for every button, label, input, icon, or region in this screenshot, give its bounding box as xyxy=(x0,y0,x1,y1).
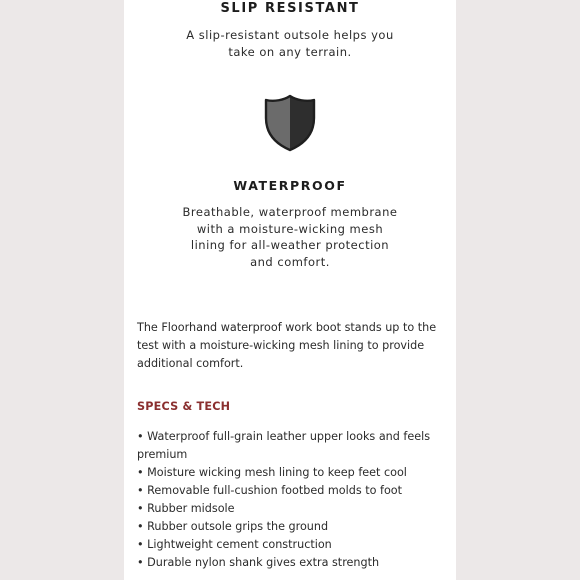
spec-item: • Lightweight cement construction xyxy=(137,536,449,554)
product-description: The Floorhand waterproof work boot stands up to the test with a moisture-wicking mesh lining to provide additional comfort. xyxy=(137,321,437,370)
spec-item: • Removable full-cushion footbed molds to foot xyxy=(137,482,449,500)
spec-list xyxy=(137,428,449,572)
slip-resistant-title: SLIP RESISTANT xyxy=(220,1,360,16)
spec-item: • Rubber midsole xyxy=(137,500,449,518)
feature-panel xyxy=(124,0,456,580)
spec-item: • Rubber outsole grips the ground xyxy=(137,518,449,536)
waterproof-description: Breathable, waterproof membrane with a moisture-wicking mesh lining for all-weather protection and comfort. xyxy=(182,205,398,269)
waterproof-title: WATERPROOF xyxy=(233,178,347,193)
specs-heading: SPECS & TECH xyxy=(137,400,231,413)
spec-item: • Waterproof full-grain leather upper looks and feels premium xyxy=(137,428,449,464)
slip-resistant-description: A slip-resistant outsole helps you take on any terrain. xyxy=(186,28,394,59)
shield-icon xyxy=(264,94,316,152)
spec-item: • Moisture wicking mesh lining to keep feet cool xyxy=(137,464,449,482)
spec-item: • Durable nylon shank gives extra strength xyxy=(137,554,449,572)
